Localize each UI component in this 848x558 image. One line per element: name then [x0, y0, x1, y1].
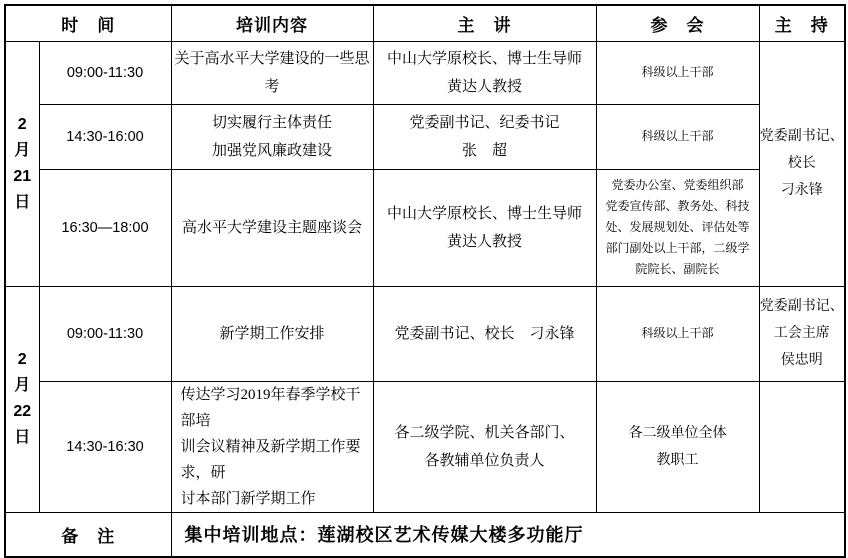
speaker-line: 各二级学院、机关各部门、: [394, 424, 575, 441]
remark-label: 备 注: [5, 512, 171, 557]
session-attendees: [596, 286, 759, 381]
session-content: [171, 104, 373, 169]
host-line: 校长: [787, 156, 816, 171]
session-attendees: [596, 381, 759, 512]
session-attendees: [596, 169, 759, 286]
remark-text: 集中培训地点：莲湖校区艺术传媒大楼多功能厅: [171, 512, 845, 557]
header-cell-attendees: 参 会: [596, 5, 759, 41]
host-cell-empty: [759, 381, 845, 512]
speaker-line: 黄达人教授: [446, 233, 522, 250]
table-row: [5, 104, 845, 169]
date-char: 月: [14, 377, 31, 394]
session-speaker: [373, 41, 596, 104]
speaker-line: 中山大学原校长、博士生导师: [386, 205, 582, 222]
speaker-line: 各教辅单位负责人: [424, 452, 545, 469]
host-cell-feb21: [759, 41, 845, 286]
attendees-line: 科级以上干部: [641, 326, 714, 340]
date-char: 22: [13, 403, 32, 420]
table-row: [5, 286, 845, 381]
content-line: 切实履行主体责任: [211, 114, 332, 131]
session-attendees: [596, 104, 759, 169]
content-line: 高水平大学建设主题座谈会: [181, 219, 362, 236]
session-time: 16:30—18:00: [39, 169, 171, 286]
speaker-line: 党委副书记、纪委书记: [409, 114, 560, 131]
session-speaker: [373, 286, 596, 381]
table-row: [5, 169, 845, 286]
session-content: [171, 41, 373, 104]
host-line: 侯忠明: [780, 353, 823, 368]
date-char: 2: [17, 115, 27, 133]
header-cell-host: 主 持: [759, 5, 845, 41]
date-char: 日: [14, 193, 31, 211]
header-cell-content: 培训内容: [171, 5, 373, 41]
session-attendees: [596, 41, 759, 104]
session-content: [171, 286, 373, 381]
date-cell-feb21: [5, 41, 39, 286]
host-line: 党委副书记、: [759, 299, 844, 314]
attendees-line: 科级以上干部: [641, 129, 714, 143]
attendees-line: 部门副处以上干部，二级学: [605, 241, 750, 255]
table-row: [5, 381, 845, 512]
session-speaker: [373, 104, 596, 169]
attendees-line: 党委宣传部、教务处、科技: [605, 199, 750, 213]
header-cell-time: 时 间: [5, 5, 171, 41]
content-line: 关于高水平大学建设的一些思考: [174, 50, 370, 95]
attendees-line: 院院长、副院长: [635, 262, 720, 276]
date-char: 月: [14, 141, 31, 159]
table-row: [5, 41, 845, 104]
session-speaker: [373, 381, 596, 512]
session-time: 14:30-16:30: [39, 381, 171, 512]
attendees-line: 各二级单位全体: [628, 425, 727, 441]
content-line: 传达学习2019年春季学校干部培: [180, 386, 361, 429]
session-time: 09:00-11:30: [39, 41, 171, 104]
date-char: 2: [17, 351, 27, 368]
host-line: 刁永锋: [780, 183, 823, 198]
session-time: 09:00-11:30: [39, 286, 171, 381]
date-char: 日: [14, 429, 31, 446]
content-line: 讨本部门新学期工作: [180, 490, 316, 507]
speaker-line: 黄达人教授: [446, 78, 522, 95]
date-char: 21: [13, 167, 32, 185]
remark-row: [5, 512, 845, 557]
host-line: 工会主席: [773, 326, 830, 341]
content-line: 新学期工作安排: [219, 325, 325, 342]
session-time: 14:30-16:00: [39, 104, 171, 169]
speaker-line: 张 超: [461, 142, 507, 159]
date-cell-feb22: [5, 286, 39, 512]
session-content: [171, 381, 373, 512]
attendees-line: 处、发展规划处、评估处等: [605, 220, 750, 234]
host-line: 党委副书记、: [759, 129, 844, 144]
training-schedule-table: [4, 4, 846, 558]
header-cell-speaker: 主 讲: [373, 5, 596, 41]
attendees-line: 教职工: [656, 452, 699, 468]
session-speaker: [373, 169, 596, 286]
session-content: [171, 169, 373, 286]
attendees-line: 科级以上干部: [641, 65, 714, 79]
content-line: 加强党风廉政建设: [211, 142, 332, 159]
attendees-line: 党委办公室、党委组织部: [611, 178, 744, 192]
header-row: [5, 5, 845, 41]
speaker-line: 中山大学原校长、博士生导师: [386, 50, 582, 67]
speaker-line: 党委副书记、校长 刁永锋: [394, 325, 575, 342]
host-cell-feb22: [759, 286, 845, 381]
content-line: 训会议精神及新学期工作要求，研: [180, 438, 361, 481]
